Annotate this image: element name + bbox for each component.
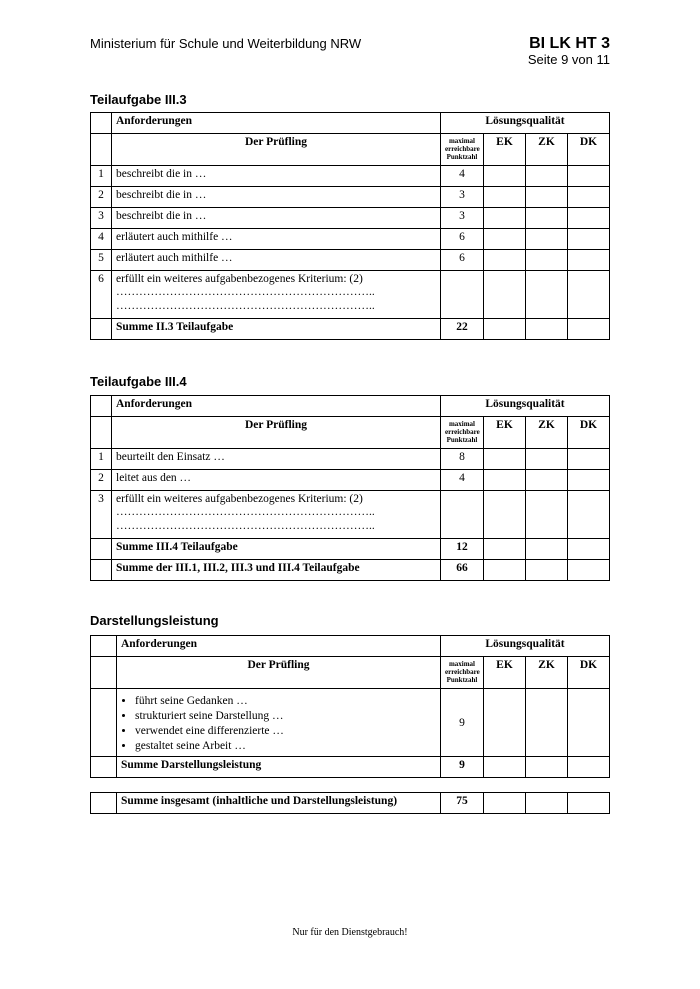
sum-label: Summe II.3 Teilaufgabe [112,319,441,340]
ek-cell [483,187,525,208]
header-loesungsqualitaet: Lösungsqualität [440,113,609,134]
footer-note: Nur für den Dienstgebrauch! [292,927,408,938]
row-points [440,491,483,539]
section-title-darstellung: Darstellungsleistung [90,613,219,628]
row-points: 3 [440,187,483,208]
row-points [440,271,483,319]
empty-cell [91,636,117,657]
table-row [91,449,610,470]
row-number: 1 [91,166,112,187]
table-row [91,271,610,319]
ek-cell [484,793,526,814]
grand-total-row [91,793,610,814]
ek-cell [483,539,525,560]
header-dk: DK [567,134,609,166]
bullet-list-cell [117,689,441,757]
header-pruefling: Der Prüfling [117,657,441,689]
ek-cell [483,470,525,491]
row-number: 1 [91,449,112,470]
sum-points: 22 [440,319,483,340]
header-zk: ZK [525,417,567,449]
ek-cell [483,560,525,581]
sum-row [91,539,610,560]
total-points: 66 [440,560,483,581]
list-item: • gestaltet seine Arbeit … [135,739,436,754]
row-text: beschreibt die in … [112,166,441,187]
row-text: beurteilt den Einsatz … [112,449,441,470]
table-row [91,187,610,208]
table-grand-total [90,792,610,814]
grand-total-points: 75 [441,793,484,814]
row-text: leitet aus den … [112,470,441,491]
empty-cell [91,560,112,581]
zk-cell [525,757,567,778]
document-header [528,35,610,68]
dk-cell [567,229,609,250]
zk-cell [526,793,568,814]
header-loesungsqualitaet: Lösungsqualität [440,396,609,417]
ek-cell [483,166,525,187]
row-text: beschreibt die in … [112,187,441,208]
document-code: BI LK HT 3 [529,35,610,52]
table-iii3 [90,112,610,340]
row-number: 3 [91,208,112,229]
dk-cell [567,250,609,271]
section-title-iii3: Teilaufgabe III.3 [90,92,187,107]
row-points: 4 [440,470,483,491]
dk-cell [567,491,609,539]
ministry-name: Ministerium für Schule und Weiterbildung NRW [90,36,362,51]
header-anforderungen: Anforderungen [117,636,441,657]
ek-cell [483,449,525,470]
header-dk: DK [567,417,609,449]
zk-cell [525,560,567,581]
header-dk: DK [567,657,609,689]
list-item: • führt seine Gedanken … [135,694,436,709]
header-ek: EK [483,417,525,449]
empty-cell [91,689,117,757]
dk-cell [567,449,609,470]
zk-cell [525,689,567,757]
ek-cell [483,208,525,229]
empty-cell [91,134,112,166]
grand-total-label: Summe insgesamt (inhaltliche und Darstellungsleistung) [117,793,441,814]
row-points: 6 [440,250,483,271]
fill-line: ………………………………………………………….. [116,520,375,532]
dk-cell [567,539,609,560]
row-points: 9 [440,689,483,757]
row-text: beschreibt die in … [112,208,441,229]
header-max-points: maximal erreichbare Punktzahl [440,134,483,166]
sum-row [91,757,610,778]
header-ek: EK [483,657,525,689]
sum-label: Summe III.4 Teilaufgabe [112,539,441,560]
row-points: 8 [440,449,483,470]
criterion-text: erfüllt ein weiteres aufgabenbezogenes Kriterium: (2) [116,273,363,285]
fill-line: ………………………………………………………….. [116,300,375,312]
ek-cell [483,319,525,340]
ek-cell [483,229,525,250]
header-zk: ZK [525,657,567,689]
row-text: erläutert auch mithilfe … [112,250,441,271]
row-text [112,271,441,319]
criterion-text: erfüllt ein weiteres aufgabenbezogenes Kriterium: (2) [116,493,363,505]
zk-cell [525,166,567,187]
table-darstellung [90,635,610,778]
empty-cell [91,319,112,340]
table-row [91,470,610,491]
page-number: Seite 9 von 11 [527,52,610,67]
empty-cell [91,113,112,134]
empty-cell [91,417,112,449]
zk-cell [525,208,567,229]
sum-label: Summe Darstellungsleistung [117,757,441,778]
empty-cell [91,657,117,689]
ek-cell [483,250,525,271]
zk-cell [525,470,567,491]
zk-cell [525,539,567,560]
header-ek: EK [483,134,525,166]
ek-cell [483,271,525,319]
row-points: 4 [440,166,483,187]
row-number: 3 [91,491,112,539]
dk-cell [567,208,609,229]
row-text [112,491,441,539]
table-row [91,250,610,271]
bullet-list [121,694,436,754]
table-row [91,491,610,539]
total-label: Summe der III.1, III.2, III.3 und III.4 Teilaufgabe [112,560,441,581]
total-row [91,560,610,581]
dk-cell [567,271,609,319]
dk-cell [567,757,609,778]
dk-cell [567,560,609,581]
zk-cell [525,491,567,539]
sum-row [91,319,610,340]
header-anforderungen: Anforderungen [112,396,441,417]
dk-cell [567,470,609,491]
zk-cell [525,250,567,271]
table-row [91,689,610,757]
header-pruefling: Der Prüfling [112,417,441,449]
ek-cell [483,757,525,778]
header-loesungsqualitaet: Lösungsqualität [440,636,609,657]
header-max-points: maximal erreichbare Punktzahl [440,657,483,689]
list-item: • strukturiert seine Darstellung … [135,709,436,724]
empty-cell [91,396,112,417]
empty-cell [91,757,117,778]
zk-cell [525,187,567,208]
header-anforderungen: Anforderungen [112,113,441,134]
table-row [91,208,610,229]
row-number: 2 [91,187,112,208]
fill-line: ………………………………………………………….. [116,506,375,518]
ek-cell [483,491,525,539]
list-item: • verwendet eine differenzierte … [135,724,436,739]
header-zk: ZK [525,134,567,166]
dk-cell [568,793,610,814]
zk-cell [525,319,567,340]
table-row [91,166,610,187]
row-points: 3 [440,208,483,229]
row-number: 2 [91,470,112,491]
table-row [91,229,610,250]
empty-cell [91,539,112,560]
dk-cell [567,319,609,340]
row-text: erläutert auch mithilfe … [112,229,441,250]
empty-cell [91,793,117,814]
table-iii4 [90,395,610,581]
zk-cell [525,449,567,470]
sum-points: 12 [440,539,483,560]
dk-cell [567,166,609,187]
zk-cell [525,271,567,319]
header-pruefling: Der Prüfling [112,134,441,166]
section-title-iii4: Teilaufgabe III.4 [90,374,187,389]
row-number: 6 [91,271,112,319]
ek-cell [483,689,525,757]
row-points: 6 [440,229,483,250]
dk-cell [567,689,609,757]
dk-cell [567,187,609,208]
header-max-points: maximal erreichbare Punktzahl [440,417,483,449]
sum-points: 9 [440,757,483,778]
row-number: 5 [91,250,112,271]
fill-line: ………………………………………………………….. [116,286,375,298]
zk-cell [525,229,567,250]
row-number: 4 [91,229,112,250]
